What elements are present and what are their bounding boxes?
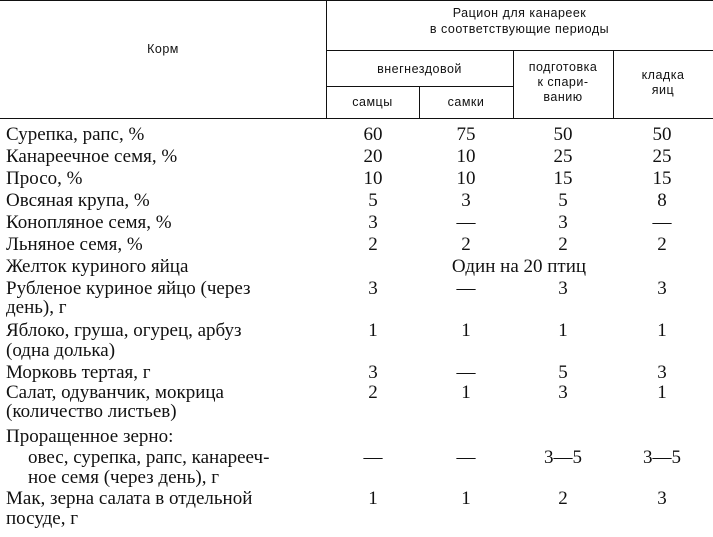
cell-prep: 25 — [553, 146, 573, 167]
row-feed-name-line1: овес, сурепка, рапс, канарееч- — [28, 447, 270, 468]
cell-lay: 3—5 — [643, 447, 681, 468]
row-feed-name: Морковь тертая, г — [6, 362, 151, 383]
cell-prep: 3 — [558, 212, 568, 233]
row-feed-name: Овсяная крупа, % — [6, 190, 150, 211]
cell-males: 1 — [368, 320, 378, 341]
cell-females: — — [456, 447, 476, 468]
cell-males: 20 — [363, 146, 383, 167]
cell-lay: 1 — [657, 320, 667, 341]
row-feed-name-line2: (количество листьев) — [6, 401, 177, 422]
cell-lay: 50 — [652, 124, 672, 145]
cell-females: — — [456, 278, 476, 299]
cell-females: 1 — [461, 382, 471, 403]
cell-males: 3 — [368, 362, 378, 383]
cell-females: 3 — [461, 190, 471, 211]
header-prep-line1: подготовка — [528, 60, 598, 74]
header-lay-line1: кладка — [641, 68, 685, 82]
cell-prep: 15 — [553, 168, 573, 189]
cell-males: — — [363, 447, 383, 468]
cell-females: 75 — [456, 124, 476, 145]
cell-lay: 2 — [657, 234, 667, 255]
header-group-line1: Рацион для канареек — [452, 6, 587, 20]
cell-lay: 3 — [657, 488, 667, 509]
header-prep-line2: к спари- — [537, 75, 589, 89]
header-sub-females: самки — [447, 95, 485, 109]
header-period-rule — [326, 50, 713, 51]
cell-prep: 2 — [558, 488, 568, 509]
row-feed-name-line2: ное семя (через день), г — [28, 467, 219, 488]
header-sub-males: самцы — [352, 95, 393, 109]
cell-females: 1 — [461, 320, 471, 341]
cell-lay: 1 — [657, 382, 667, 403]
row-feed-name-line1: Рубленое куриное яйцо (через — [6, 278, 251, 299]
header-period-nest: внегнездовой — [377, 62, 462, 76]
row-feed-name-line2: посуде, г — [6, 508, 79, 529]
cell-prep: 3 — [558, 278, 568, 299]
cell-females: — — [456, 212, 476, 233]
row-feed-name-line1: Салат, одуванчик, мокрица — [6, 382, 224, 403]
cell-prep: 5 — [558, 190, 568, 211]
header-feed: Корм — [147, 42, 179, 56]
cell-males: 2 — [368, 234, 378, 255]
row-feed-name-line1: Яблоко, груша, огурец, арбуз — [6, 320, 242, 341]
cell-lay: 3 — [657, 362, 667, 383]
cell-prep: 3 — [558, 382, 568, 403]
cell-males: 1 — [368, 488, 378, 509]
cell-lay: 8 — [657, 190, 667, 211]
header-prep-line3: ванию — [543, 90, 583, 104]
row-feed-name-line2: день), г — [6, 297, 67, 318]
header-lay-line2: яиц — [651, 83, 675, 97]
cell-males: 3 — [368, 278, 378, 299]
cell-females: 10 — [456, 168, 476, 189]
row-feed-name-line2: (одна долька) — [6, 340, 116, 361]
header-top-rule — [0, 0, 713, 1]
row-feed-name: Канареечное семя, % — [6, 146, 178, 167]
header-group-line2: в соответствующие периоды — [429, 22, 610, 36]
cell-lay: 15 — [652, 168, 672, 189]
cell-span-all-periods: Один на 20 птиц — [451, 256, 587, 277]
row-feed-name: Конопляное семя, % — [6, 212, 172, 233]
row-feed-name: Желток куриного яйца — [6, 256, 189, 277]
cell-prep: 2 — [558, 234, 568, 255]
cell-males: 10 — [363, 168, 383, 189]
cell-females: — — [456, 362, 476, 383]
cell-males: 60 — [363, 124, 383, 145]
row-feed-name-line1: Мак, зерна салата в отдельной — [6, 488, 253, 509]
row-feed-name: Проращенное зерно: — [6, 426, 174, 447]
cell-females: 10 — [456, 146, 476, 167]
header-bottom-rule — [0, 118, 713, 119]
cell-males: 3 — [368, 212, 378, 233]
cell-lay: 3 — [657, 278, 667, 299]
cell-lay: — — [652, 212, 672, 233]
cell-prep: 5 — [558, 362, 568, 383]
cell-prep: 3—5 — [544, 447, 582, 468]
row-feed-name: Льняное семя, % — [6, 234, 143, 255]
cell-males: 5 — [368, 190, 378, 211]
cell-lay: 25 — [652, 146, 672, 167]
cell-prep: 50 — [553, 124, 573, 145]
row-feed-name: Сурепка, рапс, % — [6, 124, 145, 145]
cell-females: 2 — [461, 234, 471, 255]
cell-prep: 1 — [558, 320, 568, 341]
cell-males: 2 — [368, 382, 378, 403]
row-feed-name: Просо, % — [6, 168, 83, 189]
cell-females: 1 — [461, 488, 471, 509]
